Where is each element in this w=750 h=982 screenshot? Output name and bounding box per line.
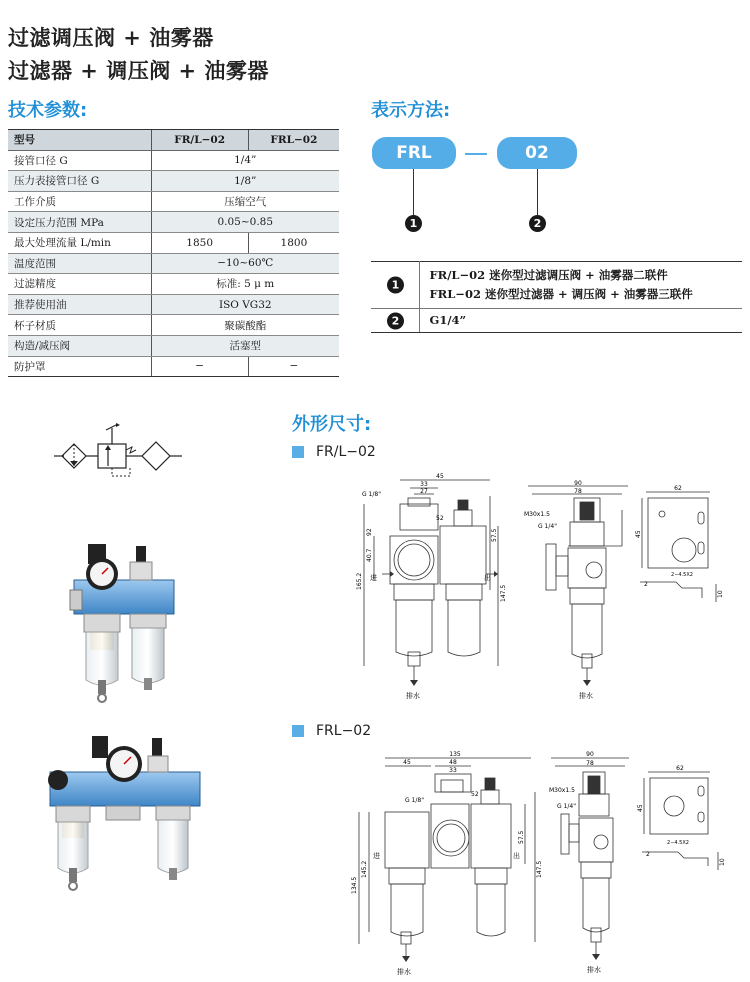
spec-value: ISO VG32 [151, 294, 339, 315]
notation-legend [371, 261, 742, 333]
spec-heading: 技术参数: [8, 100, 88, 121]
dim-g14b: G 1/4" [557, 803, 576, 810]
code-pill-frl: FRL [372, 137, 456, 169]
spec-label: 设定压力范围 MPa [8, 212, 151, 233]
spec-label: 接管口径 G [8, 150, 151, 171]
dim-90: 90 [574, 480, 582, 487]
dim-135: 135 [449, 751, 461, 758]
model-label-text: FR/L−02 [316, 444, 376, 460]
spec-label: 防护罩 [8, 356, 151, 377]
spec-value: 1800 [248, 232, 339, 253]
code-dash [465, 153, 487, 155]
title-line-2: 过滤器 + 调压阀 + 油雾器 [8, 58, 269, 83]
dim-33b: 33 [449, 767, 457, 774]
dim-45d: 45 [637, 804, 644, 812]
model-marker-square [292, 446, 304, 458]
spec-value: 压缩空气 [151, 191, 339, 212]
model-label-frl02-two [292, 444, 376, 460]
dim-62: 62 [674, 485, 682, 492]
dim-m30b: M30x1.5 [549, 787, 575, 794]
dim-147: 147.5 [500, 584, 507, 602]
notation-legend-wrap [371, 261, 742, 333]
dim-holes: 2−4.5X2 [671, 572, 693, 578]
spec-value: − [248, 356, 339, 377]
label-in: 进 [370, 574, 377, 582]
dim-90b: 90 [586, 751, 594, 758]
label-out-2: 出 [513, 852, 520, 860]
title-line-1: 过滤调压阀 + 油雾器 [8, 25, 214, 50]
notation-heading: 表示方法: [371, 100, 451, 121]
spec-value: − [151, 356, 248, 377]
spec-value: 1850 [151, 232, 248, 253]
dim-33: 33 [420, 481, 428, 488]
legend-marker-2: 2 [387, 312, 404, 329]
spec-label: 工作介质 [8, 191, 151, 212]
dim-2b: 2 [646, 851, 650, 858]
label-drain-2: 排水 [397, 968, 411, 976]
legend-2-line-1: G1/4” [429, 313, 467, 327]
spec-label: 压力表接管口径 G [8, 171, 151, 192]
legend-1-line-1: FR/L−02 迷你型过滤调压阀 + 油雾器二联件 [429, 268, 668, 282]
legend-1-line-2: FRL−02 迷你型过滤器 + 调压阀 + 油雾器三联件 [429, 287, 693, 301]
dimensions-heading: 外形尺寸: [292, 414, 372, 435]
spec-value: 1/4” [151, 150, 339, 171]
legend-marker-1: 1 [387, 277, 404, 294]
dim-g18b: G 1/8" [405, 797, 424, 804]
dim-45b: 45 [635, 530, 642, 538]
dim-2: 2 [644, 581, 648, 588]
spec-value: 0.05~0.85 [151, 212, 339, 233]
label-out: 出 [484, 574, 491, 582]
drawing-frl02-front [350, 470, 510, 705]
spec-table [8, 129, 339, 377]
dim-holes-2: 2−4.5X2 [667, 840, 689, 846]
dim-27: 27 [420, 488, 428, 495]
label-drain: 排水 [579, 692, 593, 700]
code-leader-2 [537, 169, 538, 216]
dim-40: 40.7 [366, 548, 373, 562]
drawing-bracket-2 [638, 766, 728, 876]
spec-label: 温度范围 [8, 253, 151, 274]
label-drain-3: 排水 [587, 966, 601, 974]
label-in-2: 进 [373, 852, 380, 860]
dim-147b: 147.5 [536, 860, 543, 878]
dim-48: 48 [449, 759, 457, 766]
dim-145: 145.2 [361, 860, 368, 878]
spec-label: 构造/减压阀 [8, 335, 151, 356]
spec-label: 推荐使用油 [8, 294, 151, 315]
model-label-text: FRL−02 [316, 723, 372, 739]
spec-value: 1/8” [151, 171, 339, 192]
dim-10b: 10 [719, 858, 726, 866]
code-marker-2: 2 [529, 215, 546, 232]
drawing-frl-three-side [545, 752, 635, 977]
dim-57: 57.5 [491, 528, 498, 542]
dim-134: 134.5 [351, 876, 358, 894]
spec-col-frl02a: FR/L−02 [151, 130, 248, 151]
code-marker-1: 1 [405, 215, 422, 232]
spec-label: 杯子材质 [8, 315, 151, 336]
dim-m30: M30x1.5 [524, 511, 550, 518]
dim-45: 45 [436, 473, 444, 480]
label-drain: 排水 [406, 692, 420, 700]
dim-57b: 57.5 [518, 830, 525, 844]
code-pill-02: 02 [497, 137, 577, 169]
dim-62b: 62 [676, 765, 684, 772]
spec-value: −10~60℃ [151, 253, 339, 274]
spec-value: 活塞型 [151, 335, 339, 356]
spec-col-frl02b: FRL−02 [248, 130, 339, 151]
spec-value: 聚碳酸酯 [151, 315, 339, 336]
code-leader-1 [413, 169, 414, 216]
dim-78b: 78 [586, 760, 594, 767]
spec-value: 标准: 5 μ m [151, 274, 339, 295]
dim-92: 92 [366, 528, 373, 536]
dim-10: 10 [717, 590, 724, 598]
drawing-frl02-side [522, 480, 632, 705]
dim-52: 52 [436, 515, 444, 522]
spec-label: 过滤精度 [8, 274, 151, 295]
dim-g18: G 1/8" [362, 491, 381, 498]
product-photo-frl02-two-unit [60, 528, 190, 708]
dim-45c: 45 [403, 759, 411, 766]
model-marker-square [292, 725, 304, 737]
drawing-frl-three-front [345, 752, 545, 977]
spec-table-wrap [8, 129, 339, 377]
dim-52b: 52 [471, 791, 479, 798]
dim-78: 78 [574, 488, 582, 495]
pneumatic-symbol [50, 420, 190, 480]
drawing-bracket-1 [636, 486, 726, 606]
model-label-frl02-three [292, 723, 371, 739]
spec-label: 最大处理流量 L/min [8, 232, 151, 253]
dim-g14: G 1/4" [538, 523, 557, 530]
spec-col-model: 型号 [8, 130, 151, 151]
dim-165: 165.2 [356, 572, 363, 590]
product-photo-frl02-three-unit [44, 730, 214, 910]
